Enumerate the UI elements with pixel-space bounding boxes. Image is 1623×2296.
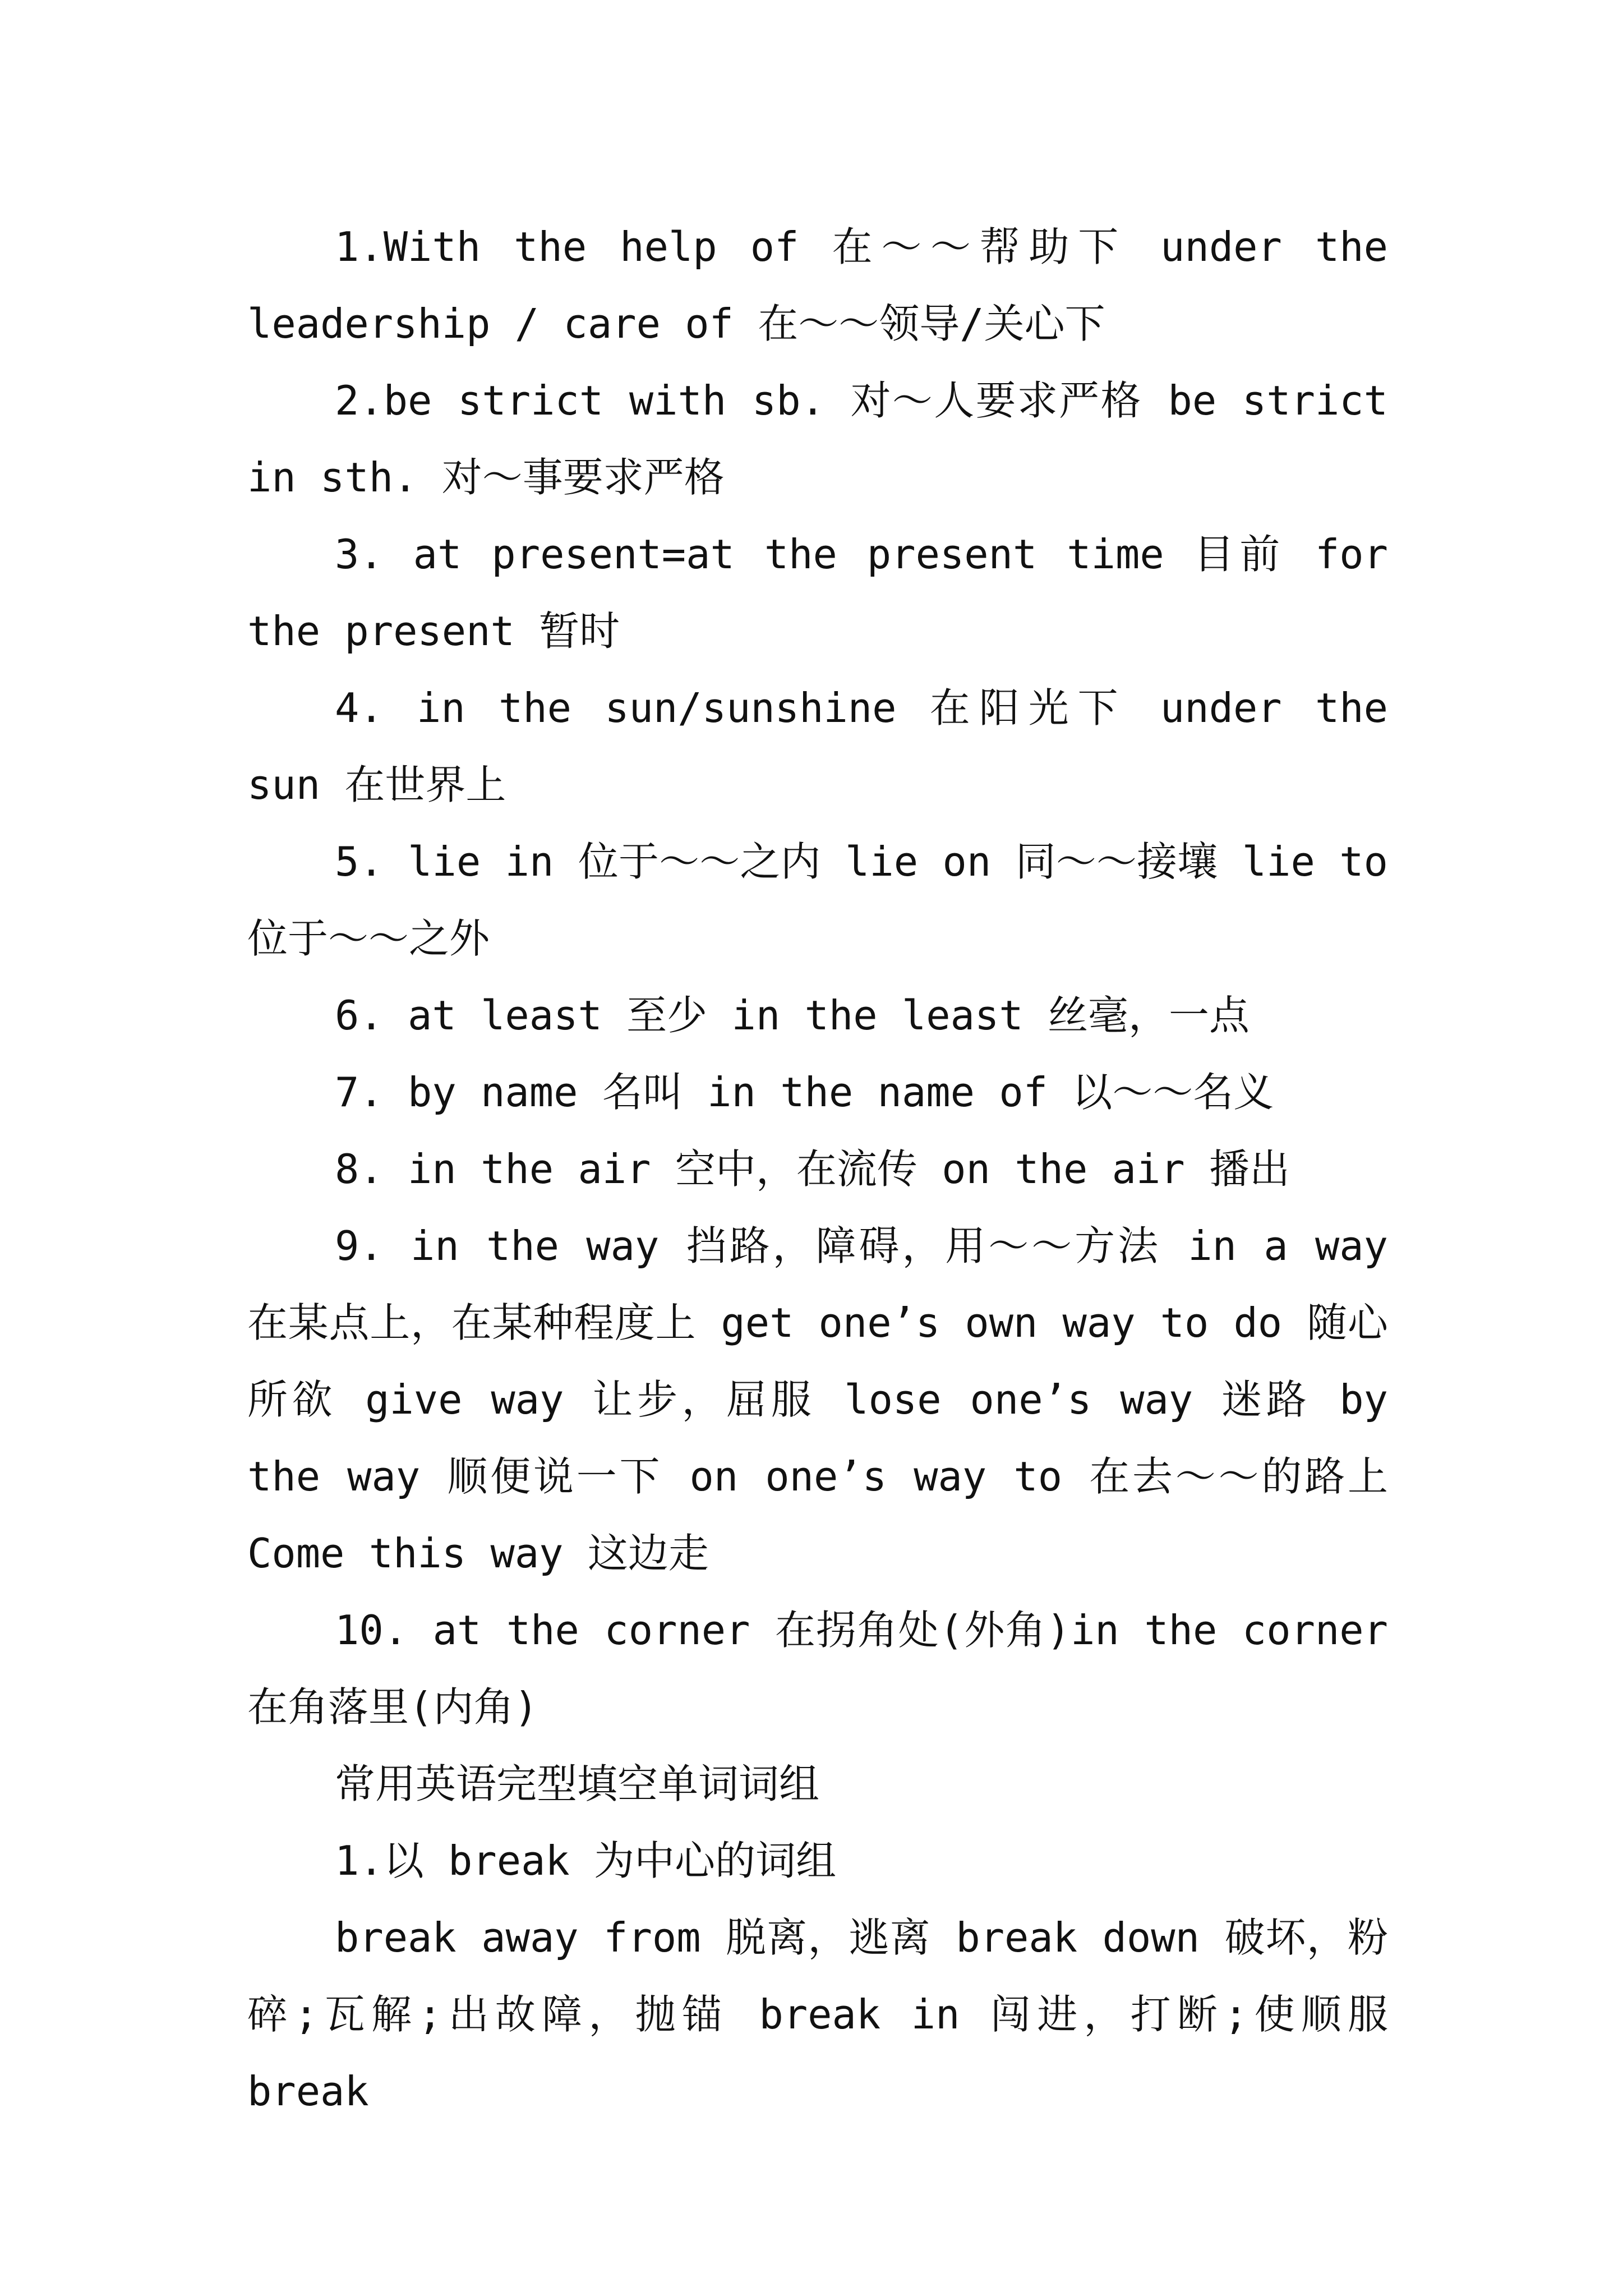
phrase-item-8: 8. in the air 空中，在流传 on the air 播出 bbox=[335, 1145, 1290, 1193]
phrase-item-7: 7. by name 名叫 in the name of 以～～名义 bbox=[335, 1069, 1274, 1116]
phrase-item-9: 9. in the way 挡路，障碍，用～～方法 in a way 在某点上，在某种程度上 get one’s own way to do 随心所欲 give way 让步，屈服 lose one’s way 迷路 by the way 顺便说一下 on one’s way to 在去～～的路上 Come this way 这边走 bbox=[247, 1222, 1388, 1577]
phrase-item-2: 2.be strict with sb. 对～人要求严格 be strict in sth. 对～事要求严格 bbox=[247, 377, 1388, 501]
phrase-item-5: 5. lie in 位于～～之内 lie on 同～～接壤 lie to 位于～～之外 bbox=[247, 838, 1388, 962]
phrase-item-1: 1.With the help of 在～～帮助下 under the leadership / care of 在～～领导/关心下 bbox=[247, 223, 1388, 347]
phrase-item-10: 10. at the corner 在拐角处(外角)in the corner 在角落里(内角) bbox=[247, 1607, 1388, 1731]
document-body bbox=[247, 209, 1388, 2130]
phrase-item-3: 3. at present=at the present time 目前 for the present 暂时 bbox=[247, 531, 1388, 655]
break-phrases-paragraph: break away from 脱离，逃离 break down 破坏，粉碎;瓦解;出故障，抛锚 break in 闯进，打断;使顺服 break bbox=[247, 1914, 1388, 2115]
subsection-heading: 1.以 break 为中心的词组 bbox=[335, 1837, 837, 1884]
phrase-item-4: 4. in the sun/sunshine 在阳光下 under the sun 在世界上 bbox=[247, 684, 1388, 808]
section-heading: 常用英语完型填空单词词组 bbox=[335, 1760, 820, 1807]
phrase-item-6: 6. at least 至少 in the least 丝毫，一点 bbox=[335, 992, 1250, 1039]
